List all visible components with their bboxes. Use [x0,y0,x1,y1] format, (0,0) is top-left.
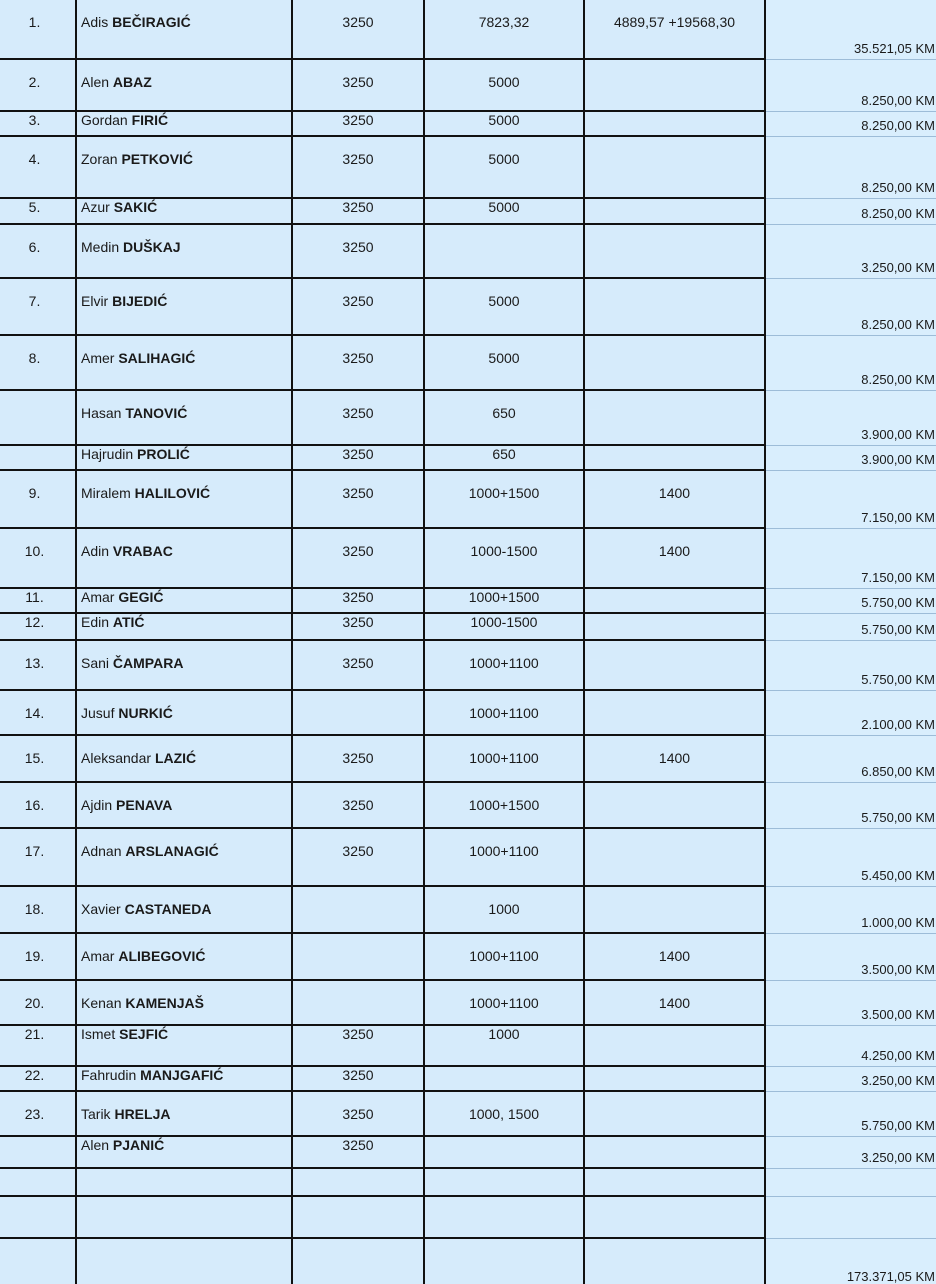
amount-col-1: 3250 [292,111,424,136]
amount-col-1: 3250 [292,470,424,528]
table-row [0,690,936,735]
player-name [76,1091,292,1136]
row-number: 12. [0,613,76,640]
row-total: 8.250,00 KM [765,335,936,390]
grand-total: 173.371,05 KM [765,1238,936,1284]
row-total [765,1196,936,1238]
amount-col-3 [584,445,765,470]
amount-col-2: 5000 [424,59,584,111]
player-name [76,886,292,933]
first-name: Miralem [81,485,131,501]
table-row [0,1066,936,1091]
player-name [76,335,292,390]
player-name [76,1196,292,1238]
last-name: ATIĆ [112,614,145,630]
last-name: VRABAC [112,543,173,559]
row-total: 8.250,00 KM [765,136,936,198]
row-number: 22. [0,1066,76,1091]
row-number: 1. [0,0,76,59]
summary-empty-cell [0,1238,76,1284]
table-row [0,1091,936,1136]
row-total: 5.750,00 KM [765,640,936,690]
amount-col-3 [584,136,765,198]
summary-empty-cell [584,1238,765,1284]
table-row [0,111,936,136]
player-name [76,613,292,640]
table-row [0,828,936,886]
amount-col-2: 1000+1100 [424,690,584,735]
amount-col-1: 3250 [292,224,424,278]
row-number: 11. [0,588,76,613]
amount-col-1: 3250 [292,390,424,445]
first-name: Azur [81,199,110,215]
player-name [76,59,292,111]
first-name: Jusuf [81,705,115,721]
player-name [76,933,292,980]
summary-empty-cell [76,1238,292,1284]
first-name: Kenan [81,995,122,1011]
row-number [0,390,76,445]
amount-col-3 [584,1025,765,1066]
amount-col-1: 3250 [292,1066,424,1091]
row-number [0,445,76,470]
first-name: Amar [81,589,115,605]
amount-col-2: 5000 [424,198,584,224]
row-number: 23. [0,1091,76,1136]
amount-col-3 [584,613,765,640]
table-row [0,445,936,470]
amount-col-1: 3250 [292,278,424,335]
row-total: 4.250,00 KM [765,1025,936,1066]
first-name: Zoran [81,151,118,167]
row-number: 10. [0,528,76,588]
player-name [76,588,292,613]
player-name [76,390,292,445]
row-number: 13. [0,640,76,690]
amount-col-3 [584,828,765,886]
player-name [76,224,292,278]
amount-col-2: 1000+1500 [424,782,584,828]
last-name: PROLIĆ [137,446,190,462]
amount-col-2: 1000+1100 [424,933,584,980]
amount-col-2: 650 [424,445,584,470]
row-number: 2. [0,59,76,111]
row-number: 20. [0,980,76,1025]
row-total: 1.000,00 KM [765,886,936,933]
amount-col-3 [584,224,765,278]
row-total: 5.750,00 KM [765,782,936,828]
table-row [0,1025,936,1066]
player-name [76,690,292,735]
amount-col-2: 650 [424,390,584,445]
amount-col-1 [292,980,424,1025]
row-number: 9. [0,470,76,528]
amount-col-1: 3250 [292,613,424,640]
amount-col-2: 5000 [424,111,584,136]
amount-col-2: 1000-1500 [424,613,584,640]
player-name [76,735,292,782]
row-total: 3.250,00 KM [765,224,936,278]
first-name: Adnan [81,843,122,859]
amount-col-1 [292,1196,424,1238]
player-name [76,0,292,59]
amount-col-1: 3250 [292,735,424,782]
amount-col-2: 1000 [424,886,584,933]
amount-col-1: 3250 [292,828,424,886]
amount-col-2: 1000+1500 [424,470,584,528]
first-name: Ismet [81,1026,116,1042]
amount-col-2: 1000+1100 [424,640,584,690]
amount-col-1: 3250 [292,1025,424,1066]
amount-col-3: 1400 [584,980,765,1025]
amount-col-2: 1000 [424,1025,584,1066]
row-total: 5.450,00 KM [765,828,936,886]
amount-col-1 [292,933,424,980]
first-name: Hasan [81,405,122,421]
last-name: ABAZ [112,74,152,90]
row-total: 7.150,00 KM [765,528,936,588]
table-row [0,1168,936,1196]
amount-col-3 [584,1168,765,1196]
amount-col-3 [584,1091,765,1136]
last-name: DUŠKAJ [123,239,181,255]
last-name: SALIHAGIĆ [118,350,196,366]
row-total: 6.850,00 KM [765,735,936,782]
first-name: Hajrudin [81,446,134,462]
summary-empty-cell [424,1238,584,1284]
row-total: 7.150,00 KM [765,470,936,528]
table-row [0,528,936,588]
player-name [76,198,292,224]
amount-col-2: 1000, 1500 [424,1091,584,1136]
first-name: Elvir [81,293,109,309]
amount-col-2: 7823,32 [424,0,584,59]
table-row [0,735,936,782]
row-total: 2.100,00 KM [765,690,936,735]
table-row [0,224,936,278]
player-name [76,782,292,828]
amount-col-2 [424,224,584,278]
table-row [0,136,936,198]
first-name: Alen [81,74,110,90]
amount-col-3 [584,690,765,735]
table-row [0,59,936,111]
last-name: SAKIĆ [113,199,158,215]
first-name: Sani [81,655,110,671]
last-name: GEGIĆ [118,589,164,605]
row-total [765,1168,936,1196]
row-total: 3.250,00 KM [765,1136,936,1168]
first-name: Edin [81,614,110,630]
first-name: Amer [81,350,115,366]
amount-col-2: 1000+1100 [424,735,584,782]
table-row [0,1136,936,1168]
amount-col-2: 1000+1500 [424,588,584,613]
row-total: 3.900,00 KM [765,390,936,445]
last-name: ARSLANAGIĆ [125,843,219,859]
row-number: 8. [0,335,76,390]
last-name: FIRIĆ [131,112,169,128]
first-name: Medin [81,239,120,255]
row-number: 17. [0,828,76,886]
first-name: Xavier [81,901,121,917]
first-name: Fahrudin [81,1067,137,1083]
amount-col-3 [584,278,765,335]
summary-empty-cell [292,1238,424,1284]
row-number: 4. [0,136,76,198]
amount-col-1: 3250 [292,0,424,59]
last-name: SEJFIĆ [119,1026,169,1042]
row-number: 19. [0,933,76,980]
row-number: 18. [0,886,76,933]
row-total: 5.750,00 KM [765,1091,936,1136]
player-name [76,136,292,198]
row-number: 15. [0,735,76,782]
table-row [0,470,936,528]
amount-col-3 [584,198,765,224]
amount-col-1: 3250 [292,782,424,828]
amount-col-3: 1400 [584,735,765,782]
table-row [0,588,936,613]
amount-col-3: 1400 [584,528,765,588]
row-number: 7. [0,278,76,335]
last-name: ČAMPARA [112,655,184,671]
table-row [0,198,936,224]
player-name [76,828,292,886]
table-row [0,278,936,335]
last-name: PETKOVIĆ [121,151,194,167]
table-row [0,640,936,690]
player-name [76,278,292,335]
last-name: MANJGAFIĆ [140,1067,224,1083]
last-name: PJANIĆ [112,1137,165,1153]
amount-col-2 [424,1168,584,1196]
amount-col-2: 5000 [424,335,584,390]
row-number: 16. [0,782,76,828]
amount-col-1: 3250 [292,136,424,198]
amount-col-1: 3250 [292,1091,424,1136]
table-row [0,0,936,59]
amount-col-3 [584,59,765,111]
amount-col-1: 3250 [292,528,424,588]
last-name: CASTANEDA [124,901,212,917]
first-name: Alen [81,1137,110,1153]
first-name: Amar [81,948,115,964]
amount-col-1: 3250 [292,198,424,224]
amount-col-3 [584,782,765,828]
table-row [0,933,936,980]
amount-col-1: 3250 [292,445,424,470]
row-total: 3.250,00 KM [765,1066,936,1091]
player-name [76,111,292,136]
row-total: 5.750,00 KM [765,588,936,613]
row-number: 14. [0,690,76,735]
last-name: TANOVIĆ [125,405,188,421]
row-total: 8.250,00 KM [765,111,936,136]
player-name [76,1168,292,1196]
last-name: NURKIĆ [118,705,173,721]
amount-col-3 [584,1196,765,1238]
amount-col-2: 1000-1500 [424,528,584,588]
player-name [76,1066,292,1091]
row-number [0,1168,76,1196]
last-name: ALIBEGOVIĆ [118,948,206,964]
table-row [0,613,936,640]
player-name [76,1136,292,1168]
player-name [76,470,292,528]
last-name: PENAVA [116,797,173,813]
table-row [0,390,936,445]
amount-col-2 [424,1136,584,1168]
amount-col-1: 3250 [292,588,424,613]
amount-col-1 [292,1168,424,1196]
player-name [76,640,292,690]
table-row [0,335,936,390]
row-number [0,1196,76,1238]
player-name [76,1025,292,1066]
first-name: Gordan [81,112,128,128]
row-number: 5. [0,198,76,224]
amount-col-1 [292,690,424,735]
amount-col-3 [584,588,765,613]
first-name: Adin [81,543,110,559]
last-name: BIJEDIĆ [112,293,168,309]
table-row [0,980,936,1025]
amount-col-2 [424,1196,584,1238]
amount-col-2: 5000 [424,136,584,198]
amount-col-3 [584,390,765,445]
row-number: 3. [0,111,76,136]
first-name: Ajdin [81,797,113,813]
amount-col-1: 3250 [292,640,424,690]
last-name: LAZIĆ [154,750,197,766]
amount-col-2: 1000+1100 [424,828,584,886]
amount-col-3 [584,1136,765,1168]
first-name: Tarik [81,1106,111,1122]
table-row [0,1196,936,1238]
row-total: 5.750,00 KM [765,613,936,640]
amount-col-2: 5000 [424,278,584,335]
last-name: HALILOVIĆ [134,485,211,501]
amount-col-3 [584,886,765,933]
row-total: 8.250,00 KM [765,278,936,335]
first-name: Adis [81,14,109,30]
amount-col-1: 3250 [292,59,424,111]
amount-col-3 [584,111,765,136]
last-name: KAMENJAŠ [125,995,204,1011]
table-row [0,782,936,828]
row-total: 8.250,00 KM [765,59,936,111]
amount-col-3 [584,335,765,390]
player-name [76,980,292,1025]
summary-row [0,1238,936,1284]
amount-col-3 [584,1066,765,1091]
amount-col-1: 3250 [292,1136,424,1168]
amount-col-2: 1000+1100 [424,980,584,1025]
row-number: 21. [0,1025,76,1066]
row-total: 35.521,05 KM [765,0,936,59]
row-total: 3.500,00 KM [765,933,936,980]
first-name: Aleksandar [81,750,152,766]
row-total: 3.500,00 KM [765,980,936,1025]
row-total: 8.250,00 KM [765,198,936,224]
last-name: HRELJA [114,1106,171,1122]
amount-col-1 [292,886,424,933]
amount-col-3: 1400 [584,470,765,528]
amount-col-3: 4889,57 +19568,30 [584,0,765,59]
amount-col-3: 1400 [584,933,765,980]
amount-col-3 [584,640,765,690]
row-number [0,1136,76,1168]
player-name [76,528,292,588]
amount-col-1: 3250 [292,335,424,390]
last-name: BEČIRAGIĆ [112,14,191,30]
player-name [76,445,292,470]
row-total: 3.900,00 KM [765,445,936,470]
amount-col-2 [424,1066,584,1091]
table-row [0,886,936,933]
row-number: 6. [0,224,76,278]
